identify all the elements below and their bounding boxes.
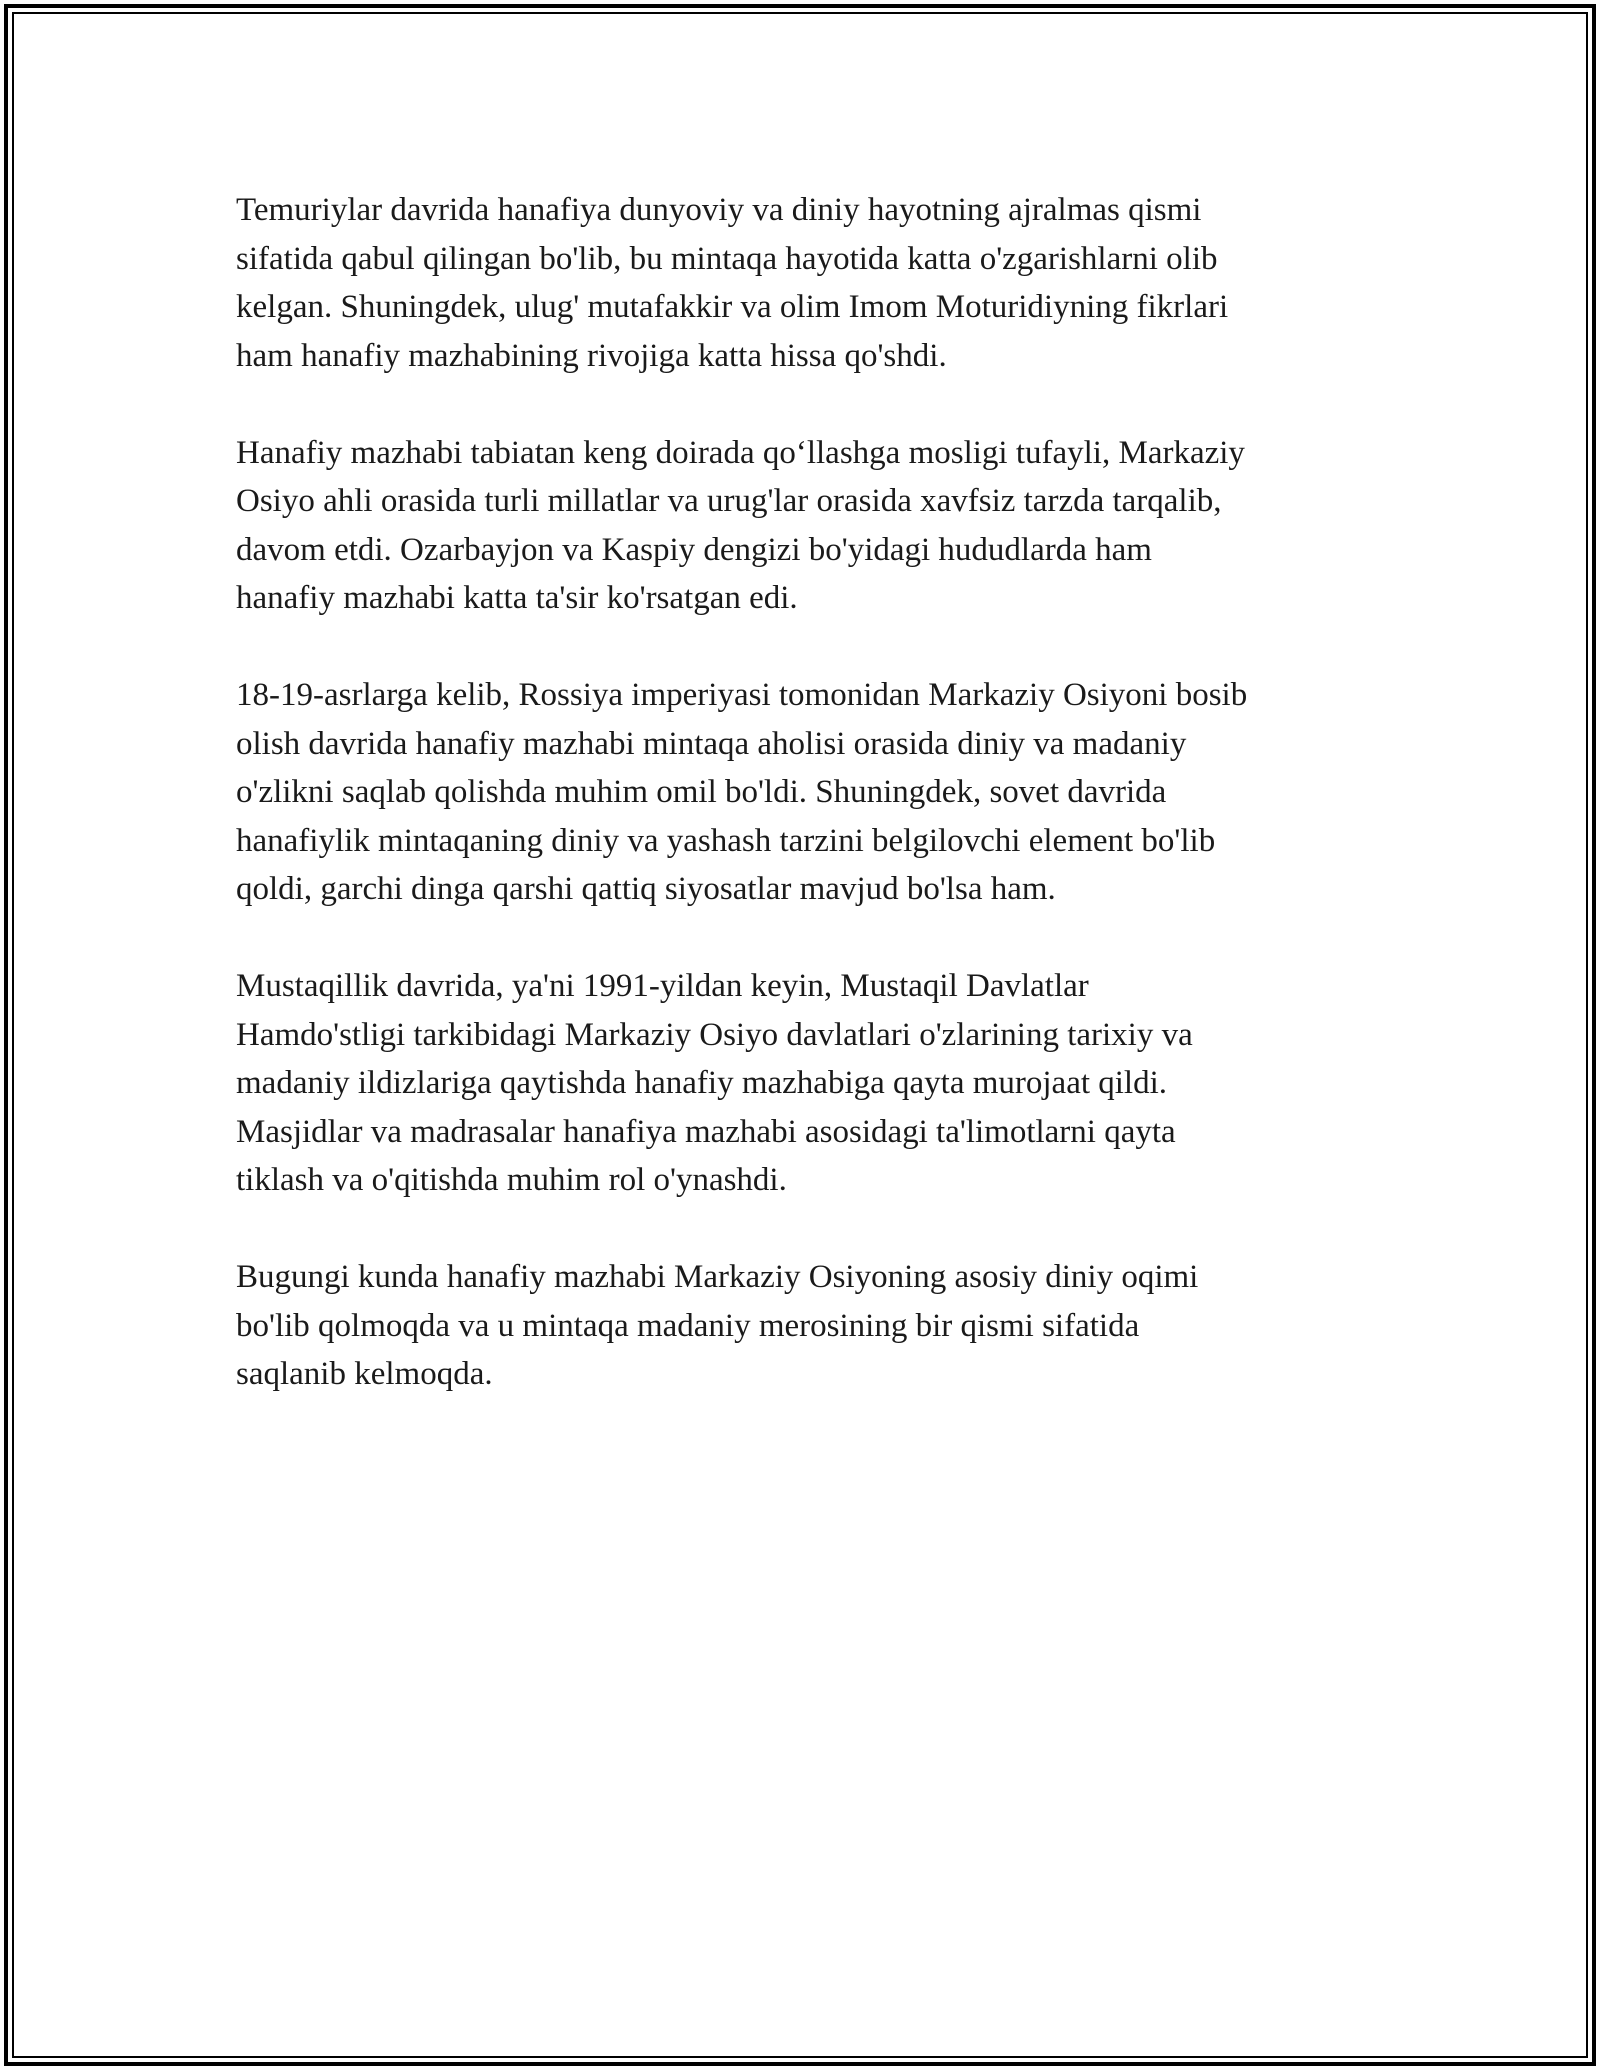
paragraph-line: Osiyo ahli orasida turli millatlar va urug'lar orasida xavfsiz tarzda tarqalib, [236, 483, 1222, 519]
paragraph-4 [236, 962, 1366, 1205]
paragraph-line: saqlanib kelmoqda. [236, 1356, 493, 1392]
paragraph-line: davom etdi. Ozarbayjon va Kaspiy dengizi bo'yidagi hududlarda ham [236, 531, 1152, 568]
paragraph-5 [236, 1253, 1366, 1399]
paragraph-3 [236, 671, 1366, 914]
paragraph-line: qoldi, garchi dinga qarshi qattiq siyosatlar mavjud bo'lsa ham. [236, 871, 1056, 907]
paragraph-1 [236, 186, 1366, 380]
paragraph-line: o'zlikni saqlab qolishda muhim omil bo'ldi. Shuningdek, sovet davrida [236, 774, 1167, 810]
paragraph-line: 18-19-asrlarga kelib, Rossiya imperiyasi tomonidan Markaziy Osiyoni bosib [236, 677, 1248, 713]
paragraph-line: Masjidlar va madrasalar hanafiya mazhabi asosidagi ta'limotlarni qayta [236, 1113, 1176, 1150]
paragraph-line: hanafiy mazhabi katta ta'sir ko'rsatgan edi. [236, 580, 798, 616]
paragraph-line: bo'lib qolmoqda va u mintaqa madaniy merosining bir qismi sifatida [236, 1307, 1140, 1344]
paragraph-line: tiklash va o'qitishda muhim rol o'ynashdi. [236, 1162, 787, 1198]
paragraph-line: madaniy ildizlariga qaytishda hanafiy mazhabiga qayta murojaat qildi. [236, 1065, 1168, 1101]
paragraph-2 [236, 429, 1366, 623]
paragraph-line: Mustaqillik davrida, ya'ni 1991-yildan keyin, Mustaqil Davlatlar [236, 968, 1089, 1004]
paragraph-line: Bugungi kunda hanafiy mazhabi Markaziy Osiyoning asosiy diniy oqimi [236, 1259, 1199, 1295]
paragraph-line: kelgan. Shuningdek, ulug' mutafakkir va olim Imom Moturidiyning fikrlari [236, 289, 1229, 325]
document-body [236, 186, 1366, 1447]
paragraph-line: Hamdo'stligi tarkibidagi Markaziy Osiyo davlatlari o'zlarining tarixiy va [236, 1016, 1193, 1053]
paragraph-line: Hanafiy mazhabi tabiatan keng doirada qo‘llashga mosligi tufayli, Markaziy [236, 434, 1245, 471]
paragraph-line: Temuriylar davrida hanafiya dunyoviy va diniy hayotning ajralmas qismi [236, 192, 1202, 228]
paragraph-line: ham hanafiy mazhabining rivojiga katta hissa qo'shdi. [236, 337, 947, 374]
paragraph-line: hanafiylik mintaqaning diniy va yashash tarzini belgilovchi element bo'lib [236, 822, 1216, 859]
paragraph-line: olish davrida hanafiy mazhabi mintaqa aholisi orasida diniy va madaniy [236, 725, 1187, 762]
paragraph-line: sifatida qabul qilingan bo'lib, bu mintaqa hayotida katta o'zgarishlarni olib [236, 240, 1218, 277]
